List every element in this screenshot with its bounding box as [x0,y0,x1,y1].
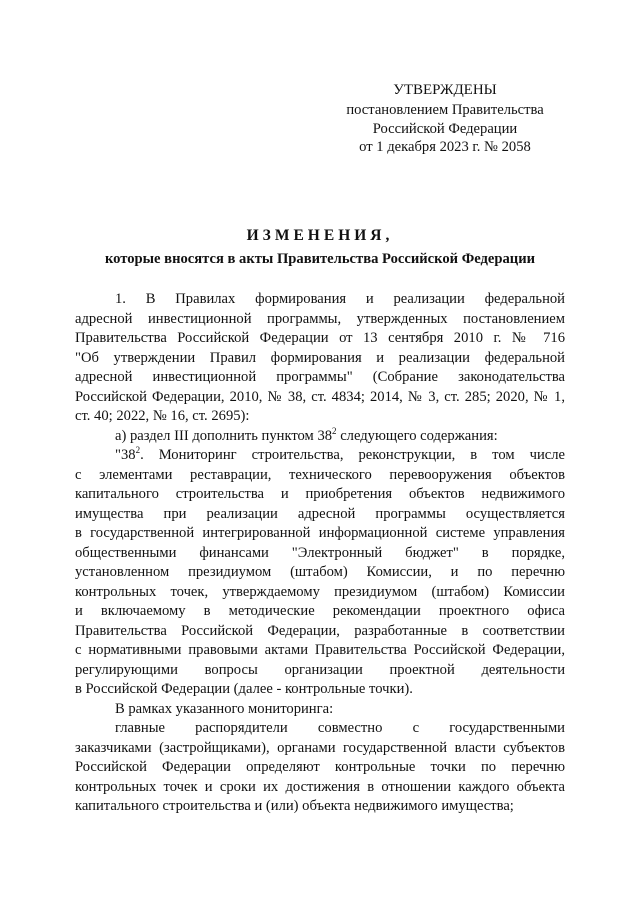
body-text: а) раздел III дополнить пунктом 38 [115,427,333,444]
body-line: капитального строительства и (или) объекта недвижимого имущества; [75,798,514,814]
body-line: "Об утверждении Правил формирования и реализации федеральной [75,349,565,366]
body-text: "38 [115,447,136,463]
body-line: Правительства Российской Федерации, разработанные в соответствии [75,622,565,639]
body-line: главные распорядители совместно с государственными [115,720,565,736]
body-line: В рамках указанного мониторинга: [115,700,334,717]
body-line: имущества при реализации адресной программы осуществляется [75,505,565,522]
body-line: Российской Федерации, 2010, № 38, ст. 4834; 2014, № 3, ст. 285; 2020, № 1, [75,388,565,405]
body-text: следующего содержания: [336,427,498,444]
document-body [75,290,565,817]
approval-line-3: от 1 декабря 2023 г. № 2058 [359,139,531,155]
body-line: Российской Федерации определяют контрольные точки по перечню [75,759,565,775]
body-line: регулирующими вопросы организации проектной деятельности [75,661,565,678]
approval-line-2: Российской Федерации [372,120,518,137]
body-line: 1. В Правилах формирования и реализации федеральной [115,291,565,307]
document-heading: ИЗМЕНЕНИЯ, [246,227,394,244]
superscript: 2 [332,425,337,436]
body-line: заказчиками (застройщиками), органами государственной власти субъектов [75,739,565,756]
body-line-point-38-2 [75,446,565,466]
body-line: контрольных точек, утверждаемому президиумом (штабом) Комиссии [75,583,565,600]
body-line: и включаемому в методические рекомендации проектного офиса [75,603,565,619]
approval-stamp-block [330,80,560,157]
body-line: в государственной интегрированной информационной системе управления [75,525,565,541]
body-line: ст. 40; 2022, № 16, ст. 2695): [75,408,250,424]
document-subheading: которые вносятся в акты Правительства Российской Федерации [104,251,536,267]
approval-line-1: постановлением Правительства [346,102,544,118]
body-text: . Мониторинг строительства, реконструкции, в том числе [140,447,565,463]
body-line-amendment-a [75,427,565,447]
body-line: в Российской Федерации (далее - контрольные точки). [75,681,413,697]
body-line: общественными финансами "Электронный бюджет" в порядке, [75,544,565,561]
approval-title: УТВЕРЖДЕНЫ [393,82,497,98]
body-line: адресной инвестиционной программы" (Собрание законодательства [75,369,565,385]
body-line: Правительства Российской Федерации от 13 сентября 2010 г. № 716 [75,330,565,346]
body-line: с нормативными правовыми актами Правительства Российской Федерации, [75,642,565,658]
superscript: 2 [135,445,141,456]
body-line: контрольных точек и сроки их достижения в отношении каждого объекта [75,778,565,795]
body-line: адресной инвестиционной программы, утвержденных постановлением [75,310,565,327]
body-line: с элементами реставрации, технического перевооружения объектов [75,466,565,483]
body-line: установленном президиумом (штабом) Комиссии, и по перечню [75,564,565,580]
body-line: капитального строительства и приобретения объектов недвижимого [75,486,565,502]
